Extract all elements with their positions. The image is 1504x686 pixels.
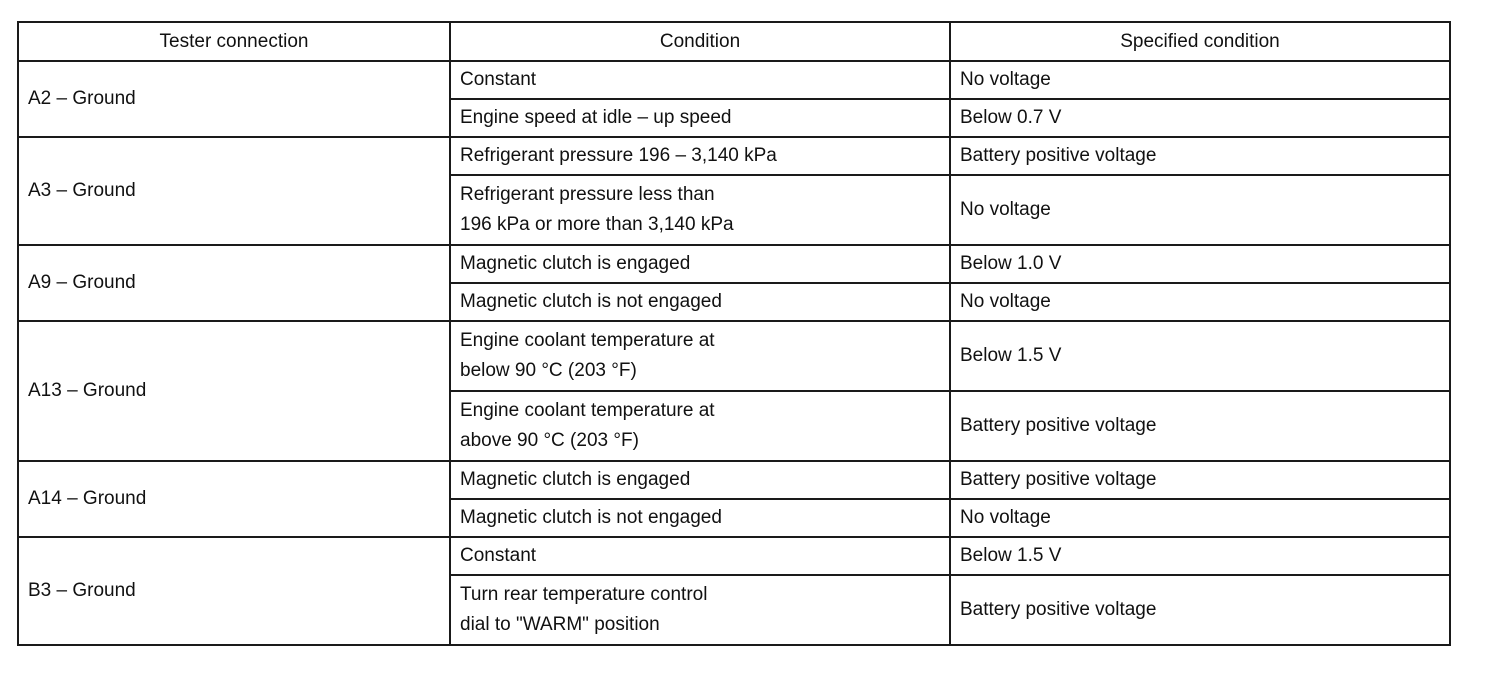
header-tester-connection: Tester connection xyxy=(18,22,450,61)
condition-cell: Engine speed at idle – up speed xyxy=(450,99,950,137)
specified-condition-cell: No voltage xyxy=(950,61,1450,99)
specified-condition-cell: Below 1.5 V xyxy=(950,537,1450,575)
condition-cell: Magnetic clutch is engaged xyxy=(450,461,950,499)
specified-condition-cell: Below 1.5 V xyxy=(950,321,1450,391)
condition-cell xyxy=(450,391,950,461)
header-condition: Condition xyxy=(450,22,950,61)
inspection-table xyxy=(17,21,1451,646)
table-header xyxy=(18,22,1450,61)
header-row xyxy=(18,22,1450,61)
header-specified-condition: Specified condition xyxy=(950,22,1450,61)
specified-condition-cell: Below 0.7 V xyxy=(950,99,1450,137)
table-row xyxy=(18,321,1450,391)
condition-cell: Refrigerant pressure 196 – 3,140 kPa xyxy=(450,137,950,175)
tester-connection-cell: A9 – Ground xyxy=(18,245,450,321)
condition-text: Refrigerant pressure less than 196 kPa or more than 3,140 kPa xyxy=(460,184,734,235)
tester-connection-cell: A13 – Ground xyxy=(18,321,450,461)
condition-text: Engine coolant temperature at above 90 °C (203 °F) xyxy=(460,400,715,451)
specified-condition-cell: Battery positive voltage xyxy=(950,461,1450,499)
condition-cell: Constant xyxy=(450,537,950,575)
table-row xyxy=(18,245,1450,283)
condition-cell xyxy=(450,575,950,645)
specified-condition-cell: Below 1.0 V xyxy=(950,245,1450,283)
condition-cell xyxy=(450,321,950,391)
specified-condition-cell: No voltage xyxy=(950,283,1450,321)
condition-cell: Magnetic clutch is not engaged xyxy=(450,499,950,537)
specified-condition-cell: Battery positive voltage xyxy=(950,575,1450,645)
specified-condition-cell: Battery positive voltage xyxy=(950,391,1450,461)
condition-cell: Constant xyxy=(450,61,950,99)
tester-connection-cell: A3 – Ground xyxy=(18,137,450,245)
specified-condition-cell: Battery positive voltage xyxy=(950,137,1450,175)
tester-connection-cell: A2 – Ground xyxy=(18,61,450,137)
table-body xyxy=(18,61,1450,645)
table-row xyxy=(18,537,1450,575)
tester-connection-cell: A14 – Ground xyxy=(18,461,450,537)
condition-cell: Magnetic clutch is engaged xyxy=(450,245,950,283)
condition-text: Turn rear temperature control dial to "WARM" position xyxy=(460,584,708,635)
condition-text: Engine coolant temperature at below 90 °C (203 °F) xyxy=(460,330,715,381)
table-row xyxy=(18,137,1450,175)
table-row xyxy=(18,461,1450,499)
tester-connection-cell: B3 – Ground xyxy=(18,537,450,645)
condition-cell: Magnetic clutch is not engaged xyxy=(450,283,950,321)
table-row xyxy=(18,61,1450,99)
specified-condition-cell: No voltage xyxy=(950,175,1450,245)
specified-condition-cell: No voltage xyxy=(950,499,1450,537)
condition-cell xyxy=(450,175,950,245)
